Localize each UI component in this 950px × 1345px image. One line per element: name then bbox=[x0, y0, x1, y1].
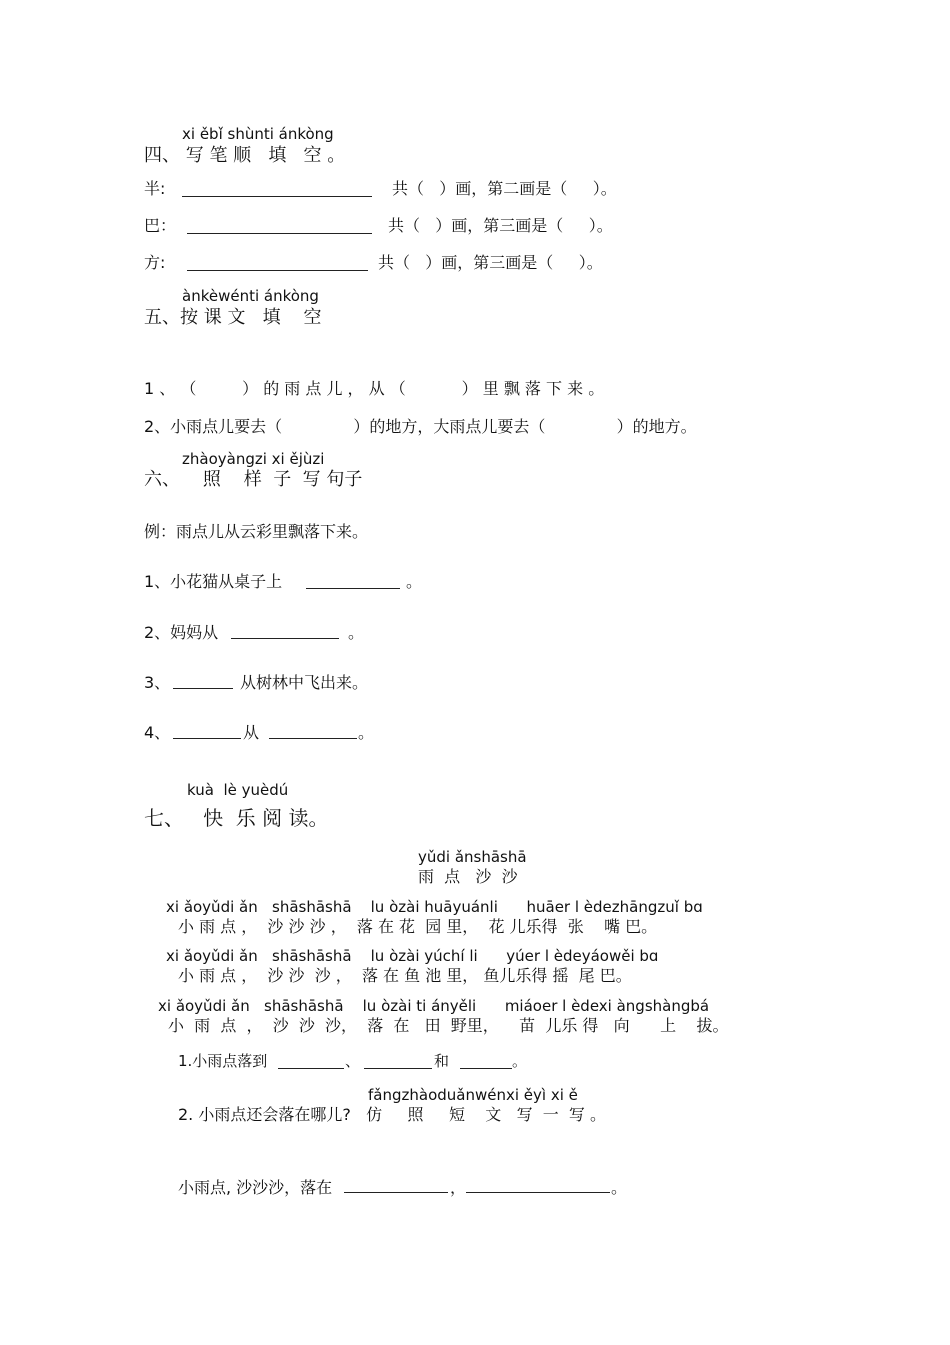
sec6-item3-post: 从树林中飞出来。 bbox=[240, 673, 369, 692]
sec6-item4-blank2[interactable] bbox=[269, 738, 357, 739]
poem-line3-pinyin: xi ǎoyǔdi ǎn shāshāshā lu òzài ti ányěli miáoer l èdexi àngshàngbá bbox=[158, 997, 710, 1015]
read-q1-blank2[interactable] bbox=[364, 1068, 432, 1069]
answer-sep: ， bbox=[450, 1178, 467, 1197]
sec5-pinyin: ànkèwénti ánkòng bbox=[182, 287, 319, 305]
sec4-row2-tail: 共（ ）画，第三画是（ ）。 bbox=[388, 216, 613, 235]
sec6-item4-mid: 从 bbox=[243, 723, 260, 742]
poem-line3-text: 小 雨 点 ， 沙 沙 沙， 落 在 田 野里， 苗 儿乐 得 向 上 拔。 bbox=[168, 1016, 729, 1035]
sec7-pinyin: kuà lè yuèdú bbox=[187, 781, 289, 799]
answer-blank1[interactable] bbox=[344, 1192, 448, 1193]
poem-title: 雨 点 沙 沙 bbox=[418, 867, 518, 886]
read-q1-pre: 1.小雨点落到 bbox=[178, 1052, 268, 1070]
sec4-row1-char: 半: bbox=[144, 179, 166, 198]
answer-blank2[interactable] bbox=[466, 1192, 610, 1193]
sec6-item2-pre: 2、妈妈从 bbox=[144, 623, 219, 642]
sec6-item2-blank[interactable] bbox=[231, 638, 339, 639]
sec4-row2-char: 巴： bbox=[144, 216, 177, 235]
read-q2: 2. 小雨点还会落在哪儿? 仿 照 短 文 写 一 写 。 bbox=[178, 1105, 606, 1124]
sec6-item4-pre: 4、 bbox=[144, 723, 171, 742]
sec6-example: 例：雨点儿从云彩里飘落下来。 bbox=[144, 522, 369, 541]
sec6-pinyin: zhàoyàngzi xi ějùzi bbox=[182, 450, 325, 468]
read-q2-pinyin: fǎngzhàoduǎnwénxi ěyì xi ě bbox=[368, 1086, 578, 1104]
sec6-item1-post: 。 bbox=[406, 572, 423, 591]
sec4-row1-tail: 共（ ）画，第二画是（ ）。 bbox=[392, 179, 617, 198]
answer-end: 。 bbox=[611, 1178, 628, 1197]
poem-title-pinyin: yǔdi ǎnshāshā bbox=[418, 848, 527, 866]
read-q1-end: 。 bbox=[512, 1052, 528, 1070]
sec6-title: 六、 照 样 子 写 句子 bbox=[144, 469, 363, 490]
read-q1-sep2: 和 bbox=[434, 1052, 450, 1070]
sec4-row3-blank[interactable] bbox=[187, 270, 368, 271]
sec6-item3-pre: 3、 bbox=[144, 673, 171, 692]
sec4-pinyin: xi ěbǐ shùnti ánkòng bbox=[182, 125, 334, 143]
sec6-item1-blank[interactable] bbox=[306, 588, 400, 589]
sec4-title: 四、 写 笔 顺 填 空 。 bbox=[144, 145, 346, 166]
poem-line1-pinyin: xi ǎoyǔdi ǎn shāshāshā lu òzài huāyuánli huāer l èdezhāngzuǐ bɑ bbox=[166, 898, 703, 916]
sec6-item4-blank1[interactable] bbox=[173, 738, 241, 739]
sec6-item1-pre: 1、小花猫从桌子上 bbox=[144, 572, 283, 591]
read-q1-blank3[interactable] bbox=[460, 1068, 512, 1069]
sec6-item2-post: 。 bbox=[348, 623, 365, 642]
sec5-q1: 1 、 （ ） 的 雨 点 儿 ， 从 （ ） 里 飘 落 下 来 。 bbox=[144, 379, 605, 398]
read-q1-blank1[interactable] bbox=[278, 1068, 344, 1069]
poem-line2-text: 小 雨 点 ， 沙 沙 沙 ， 落 在 鱼 池 里， 鱼儿乐得 摇 尾 巴。 bbox=[178, 966, 632, 985]
poem-line2-pinyin: xi ǎoyǔdi ǎn shāshāshā lu òzài yúchí li yúer l èdeyáowěi bɑ bbox=[166, 947, 659, 965]
sec4-row3-char: 方: bbox=[144, 253, 166, 272]
sec4-row3-tail: 共（ ）画，第三画是（ ）。 bbox=[378, 253, 603, 272]
sec6-item3-blank[interactable] bbox=[173, 688, 233, 689]
sec5-title: 五、按 课 文 填 空 bbox=[144, 307, 322, 328]
sec4-row1-blank[interactable] bbox=[182, 196, 372, 197]
sec7-title: 七、 快 乐 阅 读。 bbox=[144, 806, 329, 830]
read-q1-sep1: 、 bbox=[345, 1052, 361, 1070]
sec4-row2-blank[interactable] bbox=[187, 233, 372, 234]
sec5-q2: 2、小雨点儿要去（ ）的地方，大雨点儿要去（ ）的地方。 bbox=[144, 417, 697, 436]
answer-pre: 小雨点, 沙沙沙，落在 bbox=[178, 1178, 333, 1197]
poem-line1-text: 小 雨 点 ， 沙 沙 沙 ， 落 在 花 园 里， 花 儿乐得 张 嘴 巴。 bbox=[178, 917, 658, 936]
sec6-item4-post: 。 bbox=[358, 723, 375, 742]
